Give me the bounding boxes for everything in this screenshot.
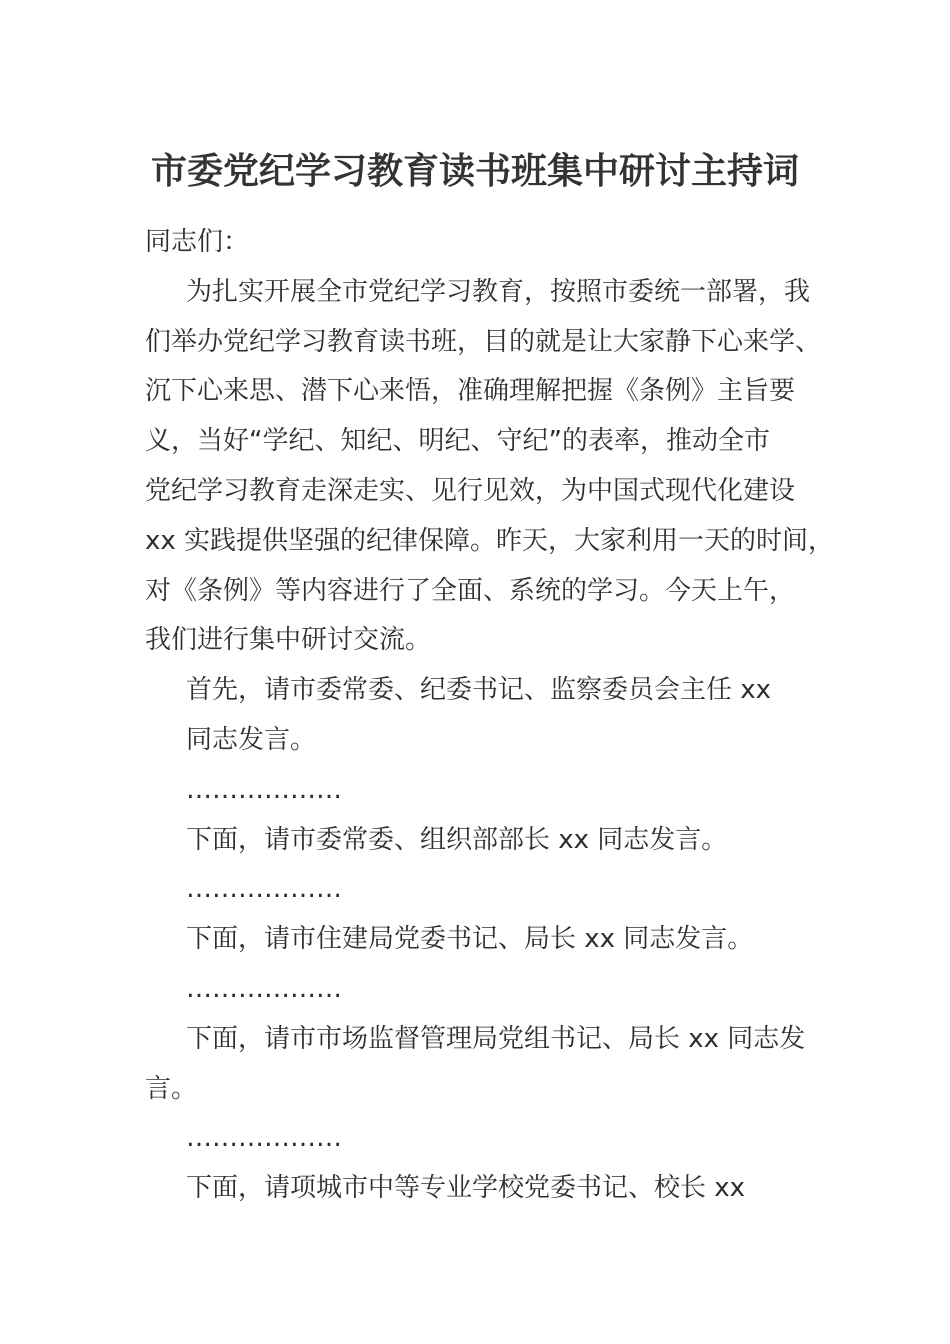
body-line: 下面，请市市场监督管理局党组书记、局长 xx 同志发 (186, 1023, 806, 1054)
body-line: ……………… (186, 1123, 342, 1154)
body-line: 为扎实开展全市党纪学习教育，按照市委统一部署，我 (186, 276, 811, 307)
body-line: xx 实践提供坚强的纪律保障。昨天，大家利用一天的时间， (145, 525, 835, 556)
body-line: ……………… (186, 973, 342, 1004)
body-line: 下面，请市住建局党委书记、局长 xx 同志发言。 (186, 924, 754, 955)
body-line: 沉下心来思、潜下心来悟，准确理解把握《条例》主旨要 (145, 376, 796, 407)
body-line: 同志发言。 (186, 724, 317, 755)
body-line: 首先，请市委常委、纪委书记、监察委员会主任 xx (186, 675, 772, 706)
body-line: 同志们： (145, 227, 250, 257)
document-body (145, 218, 835, 1214)
body-line: 们举办党纪学习教育读书班，目的就是让大家静下心来学、 (145, 326, 822, 357)
body-line: ……………… (186, 874, 342, 905)
body-line: 对《条例》等内容进行了全面、系统的学习。今天上午， (145, 575, 796, 606)
body-line: 我们进行集中研讨交流。 (145, 625, 432, 656)
body-line: ……………… (186, 774, 342, 805)
body-line: 义，当好“学纪、知纪、明纪、守纪”的表率，推动全市 (145, 426, 770, 457)
body-line: 下面，请市委常委、组织部部长 xx 同志发言。 (186, 824, 728, 855)
body-line: 言。 (145, 1073, 198, 1104)
document-title: 市委党纪学习教育读书班集中研讨主持词 (150, 151, 799, 192)
body-line: 党纪学习教育走深走实、见行见效，为中国式现代化建设 (145, 475, 796, 506)
body-line: 下面，请项城市中等专业学校党委书记、校长 xx (186, 1173, 746, 1204)
